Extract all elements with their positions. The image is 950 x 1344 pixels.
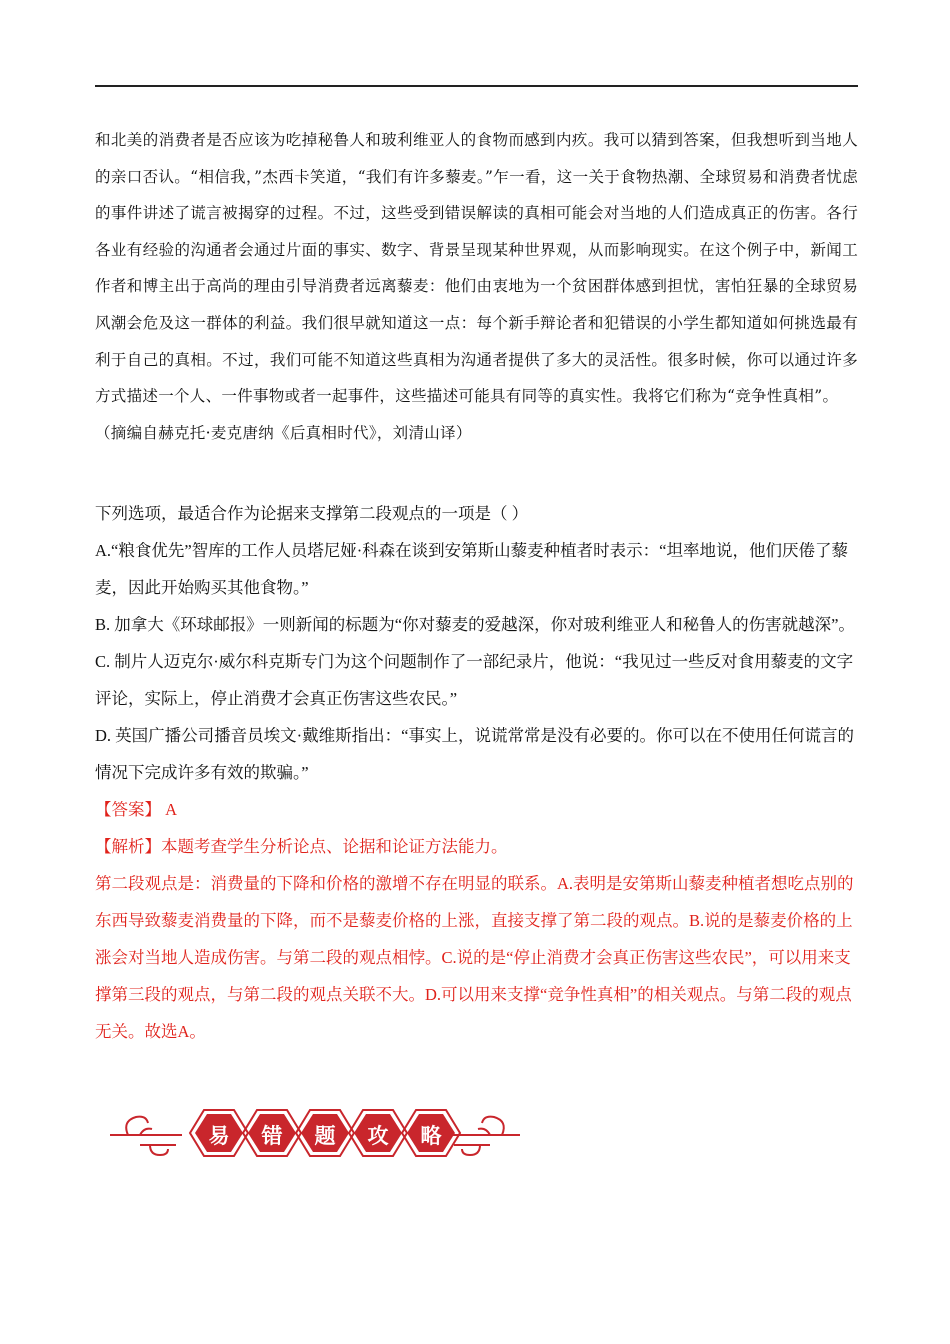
banner-tile-3: 题	[314, 1124, 336, 1148]
reading-passage	[95, 122, 858, 451]
header-rule	[95, 85, 858, 87]
question-stem: 下列选项，最适合作为论据来支撑第二段观点的一项是（ ）	[95, 504, 529, 523]
banner-tile-4: 攻	[367, 1124, 389, 1148]
mistake-strategy-banner	[110, 1100, 520, 1166]
passage-paragraph: 和北美的消费者是否应该为吃掉秘鲁人和玻利维亚人的食物而感到内疚。我可以猜到答案，但我想听到当地人的亲口否认。“相信我，”杰西卡笑道，“我们有许多藜麦。”乍一看，这一关于食物热潮、全球贸易和消费者忧虑的事件讲述了谎言被揭穿的过程。不过，这些受到错误解读的真相可能会对当地的人们造成真正的伤害。各行各业有经验的沟通者会通过片面的事实、数字、背景呈现某种世界观，从而影响现实。在这个例子中，新闻工作者和博主出于高尚的理由引导消费者远离藜麦：他们由衷地为一个贫困群体感到担忧，害怕狂暴的全球贸易风潮会危及这一群体的利益。我们很早就知道这一点：每个新手辩论者和犯错误的小学生都知道如何挑选最有利于自己的真相。不过，我们可能不知道这些真相为沟通者提供了多大的灵活性。很多时候，你可以通过许多方式描述一个人、一件事物或者一起事件，这些描述可能具有同等的真实性。我将它们称为“竞争性真相”。	[95, 131, 858, 406]
question-block	[95, 495, 858, 1050]
answer-value: A	[161, 800, 178, 819]
option-a: A.“粮食优先”智库的工作人员塔尼娅·科森在谈到安第斯山藜麦种植者时表示：“坦率地说，他们厌倦了藜麦，因此开始购买其他食物。”	[95, 541, 849, 597]
banner-tile-5: 略	[420, 1124, 442, 1148]
banner-tile-1: 易	[208, 1124, 230, 1148]
banner-tile-2: 错	[261, 1124, 283, 1148]
option-b: B. 加拿大《环球邮报》一则新闻的标题为“你对藜麦的爱越深，你对玻利维亚人和秘鲁人的伤害就越深”。	[95, 615, 855, 634]
option-c: C. 制片人迈克尔·威尔科克斯专门为这个问题制作了一部纪录片，他说：“我见过一些反对食用藜麦的文字评论，实际上，停止消费才会真正伤害这些农民。”	[95, 652, 854, 708]
option-d: D. 英国广播公司播音员埃文·戴维斯指出：“事实上，说谎常常是没有必要的。你可以在不使用任何谎言的情况下完成许多有效的欺骗。”	[95, 726, 854, 782]
analysis-body: 第二段观点是：消费量的下降和价格的激增不存在明显的联系。A.表明是安第斯山藜麦种植者想吃点别的东西导致藜麦消费量的下降，而不是藜麦价格的上涨，直接支撑了第二段的观点。B.说的是藜麦价格的上涨会对当地人造成伤害。与第二段的观点相悖。C.说的是“停止消费才会真正伤害这些农民”，可以用来支撑第三段的观点，与第二段的观点关联不大。D.可以用来支撑“竞争性真相”的相关观点。与第二段的观点无关。故选A。	[95, 874, 854, 1041]
analysis-intro: 本题考查学生分析论点、论据和论证方法能力。	[161, 837, 508, 856]
answer-line	[95, 791, 858, 828]
analysis-line	[95, 828, 858, 865]
answer-label: 【答案】	[95, 800, 161, 819]
analysis-label: 【解析】	[95, 837, 161, 856]
passage-source: （摘编自赫克托·麦克唐纳《后真相时代》，刘清山译）	[95, 423, 472, 442]
